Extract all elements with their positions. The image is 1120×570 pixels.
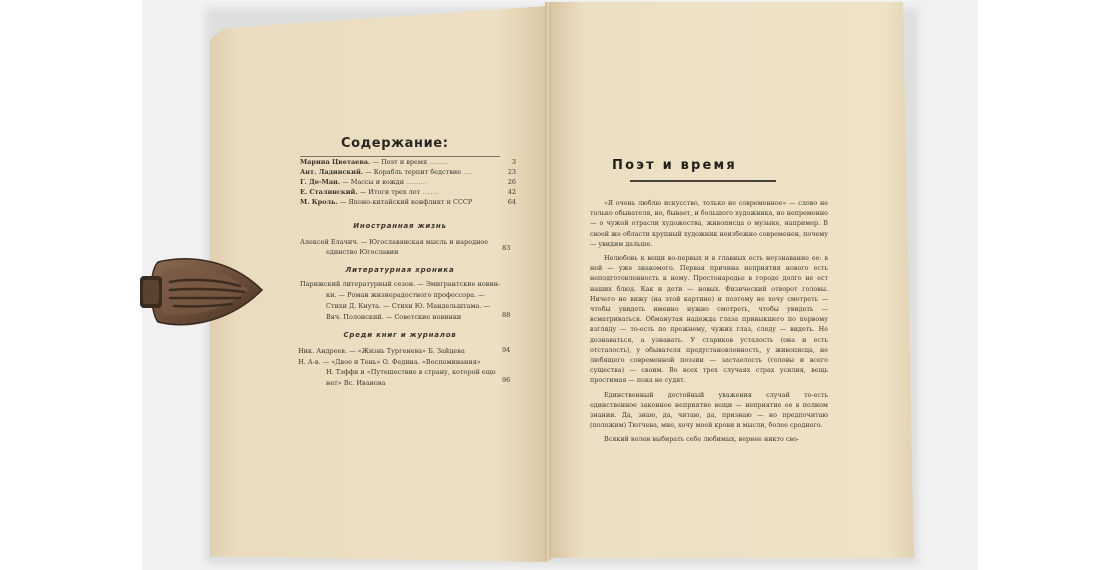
essay-body — [590, 198, 828, 449]
chronicle-line: Стихи Д. Кнута. — Стихи Ю. Мандельштама. — — [326, 302, 491, 310]
toc-author: М. Кроль. — [300, 198, 338, 206]
foreign-line: единство Югославии — [326, 248, 399, 256]
section-heading-chronicle: Литературная хроника — [345, 266, 455, 274]
toc-page-number: 3 — [511, 158, 516, 166]
book-spine — [545, 2, 551, 560]
toc-dots: ......... — [429, 158, 448, 166]
toc-entry-title: — Массы и вожди — [342, 178, 405, 186]
books-line: нет» Вс. Иванова — [326, 379, 386, 387]
toc-divider — [300, 156, 500, 157]
toc-page-number: 83 — [502, 244, 511, 252]
essay-paragraph: Нелюбовь к вещи во-первых и в главных есть неузнавание ее: в ней — уже знакомого. Первая причина неприятия нового есть неподготовленность к нему. Простонародье в городе долго не ест наших блюд. Как и дети — новых. Физический отворот головы. Ничего не вижу (на этой картине) и поэтому не хочу смотреть — чтобы увидеть именно нужно смотреть, чтобы увидеть — всматриваться. Обманутая надежда глаза привыкшего по первому взгляду — то-есть по прежнему, чужих глаз, следу — видеть. Не дознаваться, а узнавать. У стариков усталость (она и есть отсталость), у обывателя предустановленность, у живописца, не любящего современной поэзии — застаелость (головы и всего существа) — своим. Во всех трех случаях страх усилия, вещь простимая — пока не судят. — [590, 254, 828, 385]
toc-page-number: 94 — [502, 346, 511, 354]
toc-page-number: 42 — [507, 188, 516, 196]
toc-author: Ант. Ладинский. — [300, 168, 364, 176]
toc-entry-title: — Итоги трех лет — [359, 188, 421, 196]
essay-title-underline — [630, 180, 776, 182]
toc-author: Е. Сталинский. — [300, 188, 358, 196]
toc-title: Содержание: — [341, 136, 449, 151]
toc-page-number: 23 — [507, 168, 516, 176]
foreign-line: Алексей Елачич. — Югославянская мысль и народное — [300, 238, 489, 246]
toc-entry — [300, 178, 516, 188]
toc-author: Г. Де-Ман. — [300, 178, 341, 186]
toc-page-number: 96 — [502, 376, 511, 384]
toc-entry-title: — Японо-китайский конфликт и СССР — [339, 198, 473, 206]
toc-entry — [300, 168, 516, 178]
toc-entry — [300, 198, 516, 208]
hand-clip-icon — [140, 252, 266, 332]
toc-dots: .......... — [406, 178, 427, 186]
books-line: Н. Тэффи и «Путешествие в страну, которой еще — [326, 368, 496, 376]
toc-entry — [300, 188, 516, 198]
toc-entry — [300, 158, 516, 168]
chronicle-line: Вяч. Полонский. — Советские новинки — [326, 313, 462, 321]
books-line: Ник. Андреев. — «Жизнь Тургенева» Б. Зайцева — [298, 347, 465, 355]
section-heading-foreign: Иностранная жизнь — [353, 222, 447, 230]
toc-dots: .... — [463, 168, 472, 176]
books-line: Н. А-в. — «Двое и Тень» О. Федина. «Воспоминания» — [298, 358, 481, 366]
essay-paragraph: Единственный достойный уважения случай то-есть единственное законное неприятие вещи — неприятие ее в полном знании. Да, знаю, да, читаю, да, признаю — но предпочитаю (положим) Тютчева, мне, хочу моей крови и мысли, более сродного. — [590, 390, 828, 430]
chronicle-line: Парижский литературный сезон. — Эмигрантские новин- — [300, 280, 501, 288]
toc-page-number: 26 — [507, 178, 516, 186]
toc-entry-title: — Поэт и время — [372, 158, 428, 166]
section-heading-books: Среди книг и журналов — [343, 331, 457, 339]
toc-dots: ........ — [422, 188, 439, 196]
toc-page-number: 88 — [502, 311, 511, 319]
toc-page-number: 64 — [507, 198, 516, 206]
toc-author: Марина Цветаева. — [300, 158, 371, 166]
chronicle-line: ки. — Роман жизнерадостного профессора. — — [326, 291, 485, 299]
essay-title: Поэт и время — [612, 158, 737, 173]
toc-entry-title: — Корабль терпит бедствие — [365, 168, 462, 176]
essay-paragraph: Всякий волен выбирать себе любимых, вернее никто сво- — [604, 435, 800, 444]
essay-paragraph: «Я очень люблю искусство, только не современное» — слово не только обывателя, но, бывает, и большого художника, но непременно — о чужой отрасли художества, живописца о музыке, например. В своей же области крупный художник неизбежно современен, почему — увидим дальше. — [590, 199, 828, 248]
